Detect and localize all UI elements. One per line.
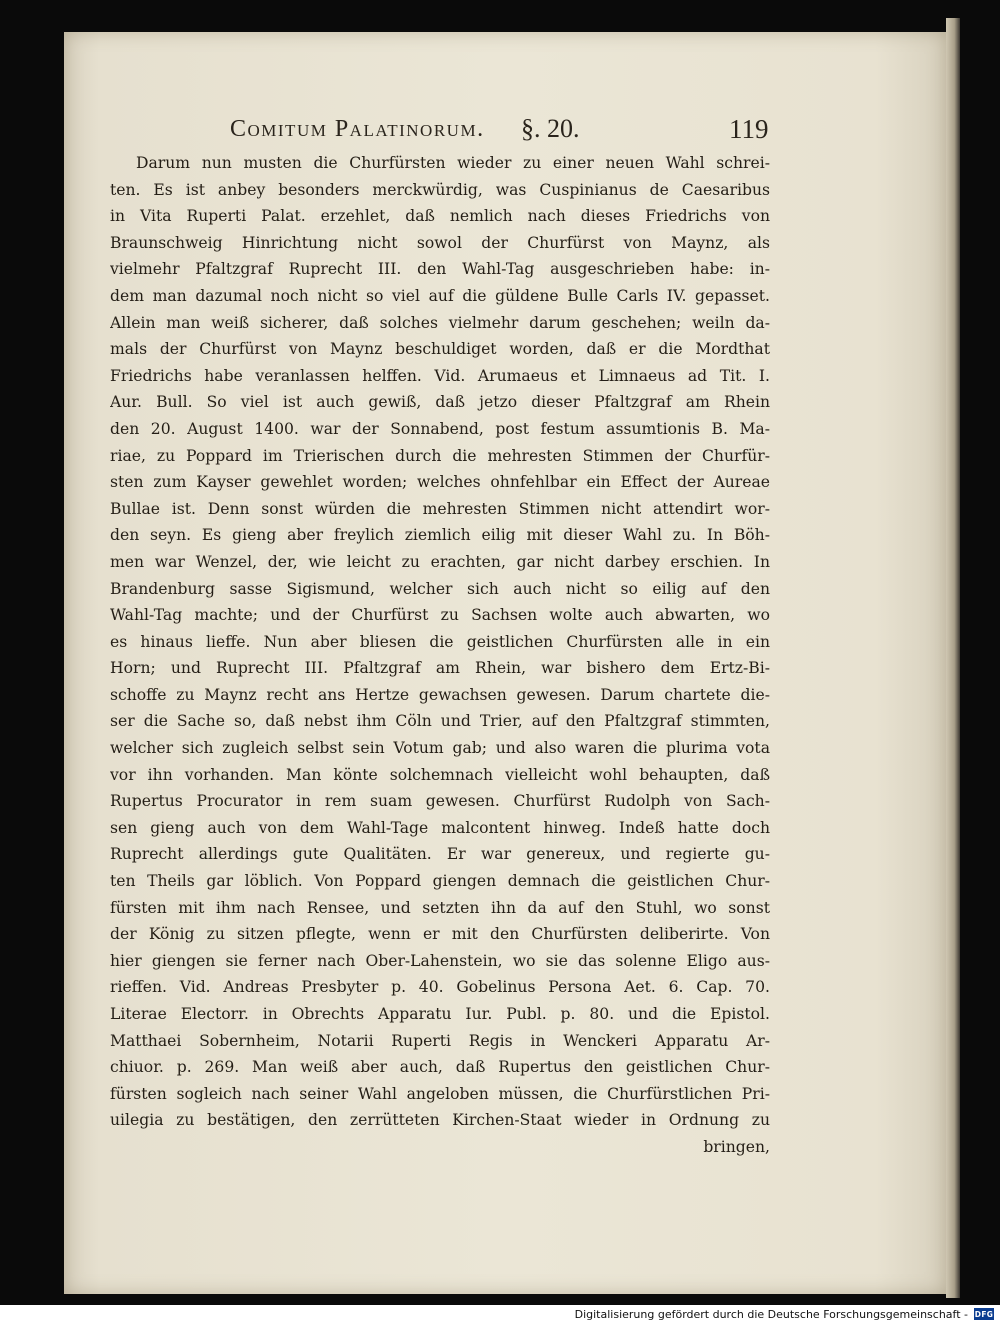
text-line: ten. Es ist anbey besonders merckwürdig, was Cuspinianus de Caesaribus <box>110 180 770 199</box>
running-title: Comitum Palatinorum. <box>230 116 485 142</box>
text-line: schoffe zu Maynz recht ans Hertze gewachsen gewesen. Darum chartete die- <box>110 685 770 704</box>
text-line: Aur. Bull. So viel ist auch gewiß, daß jetzo dieser Pfaltzgraf am Rhein <box>110 393 770 412</box>
body-text <box>110 150 770 1161</box>
text-line: Ruprecht allerdings gute Qualitäten. Er war genereux, und regierte gu- <box>110 845 770 864</box>
text-line: der König zu sitzen pflegte, wenn er mit den Churfürsten deliberirte. Von <box>110 925 770 944</box>
text-line: mals der Churfürst von Maynz beschuldiget worden, daß er die Mordthat <box>110 340 770 359</box>
page-number: 119 <box>729 114 769 144</box>
text-line: bringen, <box>703 1137 770 1156</box>
text-line: welcher sich zugleich selbst sein Votum gab; und also waren die plurima vota <box>110 739 770 758</box>
text-line: Darum nun musten die Churfürsten wieder zu einer neuen Wahl schrei- <box>136 154 770 172</box>
text-line: fürsten mit ihm nach Rensee, und setzten ihn da auf den Stuhl, wo sonst <box>110 898 770 917</box>
text-line: hier giengen sie ferner nach Ober-Lahenstein, wo sie das solenne Eligo aus- <box>110 951 770 970</box>
text-line: ten Theils gar löblich. Von Poppard giengen demnach die geistlichen Chur- <box>110 872 770 891</box>
text-line: dem man dazumal noch nicht so viel auf die güldene Bulle Carls IV. gepasset. <box>110 286 770 305</box>
text-line: chiuor. p. 269. Man weiß aber auch, daß Rupertus den geistlichen Chur- <box>110 1058 770 1077</box>
text-line: fürsten sogleich nach seiner Wahl angeloben müssen, die Churfürstlichen Pri- <box>110 1084 770 1103</box>
footer-bar <box>0 1305 1000 1323</box>
page-header <box>176 112 776 152</box>
text-line: men war Wenzel, der, wie leicht zu erachten, gar nicht darbey erschien. In <box>110 552 770 571</box>
text-line: rieffen. Vid. Andreas Presbyter p. 40. Gobelinus Persona Aet. 6. Cap. 70. <box>110 978 770 997</box>
funding-note: Digitalisierung gefördert durch die Deutsche Forschungsgemeinschaft - <box>574 1307 968 1321</box>
text-line: sen gieng auch von dem Wahl-Tage malcontent hinweg. Indeß hatte doch <box>110 818 770 837</box>
text-line: vor ihn vorhanden. Man könte solchemnach vielleicht wohl behaupten, daß <box>110 765 770 784</box>
text-line: Bullae ist. Denn sonst würden die mehresten Stimmen nicht attendirt wor- <box>110 499 770 518</box>
text-line: Rupertus Procurator in rem suam gewesen. Churfürst Rudolph von Sach- <box>110 792 770 811</box>
text-line: den seyn. Es gieng aber freylich ziemlich eilig mit dieser Wahl zu. In Böh- <box>110 526 770 545</box>
text-line: Literae Electorr. in Obrechts Apparatu Iur. Publ. p. 80. und die Epistol. <box>110 1005 770 1023</box>
text-line: Brandenburg sasse Sigismund, welcher sich auch nicht so eilig auf den <box>110 579 770 598</box>
text-line: Friedrichs habe veranlassen helffen. Vid. Arumaeus et Limnaeus ad Tit. I. <box>110 366 770 385</box>
text-line: Horn; und Ruprecht III. Pfaltzgraf am Rhein, war bishero dem Ertz-Bi- <box>110 659 770 678</box>
text-line: Allein man weiß sicherer, daß solches vielmehr darum geschehen; weiln da- <box>110 313 770 332</box>
text-line: Braunschweig Hinrichtung nicht sowol der Churfürst von Maynz, als <box>110 233 770 252</box>
page-edge <box>946 18 960 1298</box>
text-line: den 20. August 1400. war der Sonnabend, post festum assumtionis B. Ma- <box>110 419 770 438</box>
section-number: §. 20. <box>521 114 580 143</box>
dfg-logo-icon: DFG <box>974 1309 994 1319</box>
text-line: uilegia zu bestätigen, den zerrütteten Kirchen-Staat wieder in Ordnung zu <box>110 1111 770 1130</box>
text-line: Wahl-Tag machte; und der Churfürst zu Sachsen wolte auch abwarten, wo <box>110 606 770 625</box>
text-line: ser die Sache so, daß nebst ihm Cöln und Trier, auf den Pfaltzgraf stimmten, <box>110 712 770 731</box>
text-line: riae, zu Poppard im Trierischen durch die mehresten Stimmen der Churfür- <box>110 446 770 465</box>
text-line: Matthaei Sobernheim, Notarii Ruperti Regis in Wenckeri Apparatu Ar- <box>110 1031 770 1050</box>
text-line: sten zum Kayser gewehlet worden; welches ohnfehlbar ein Effect der Aureae <box>110 473 770 492</box>
text-line: vielmehr Pfaltzgraf Ruprecht III. den Wahl-Tag ausgeschrieben habe: in- <box>110 260 770 279</box>
text-line: es hinaus lieffe. Nun aber bliesen die geistlichen Churfürsten alle in ein <box>110 632 770 651</box>
text-line: in Vita Ruperti Palat. erzehlet, daß nemlich nach dieses Friedrichs von <box>110 207 770 226</box>
